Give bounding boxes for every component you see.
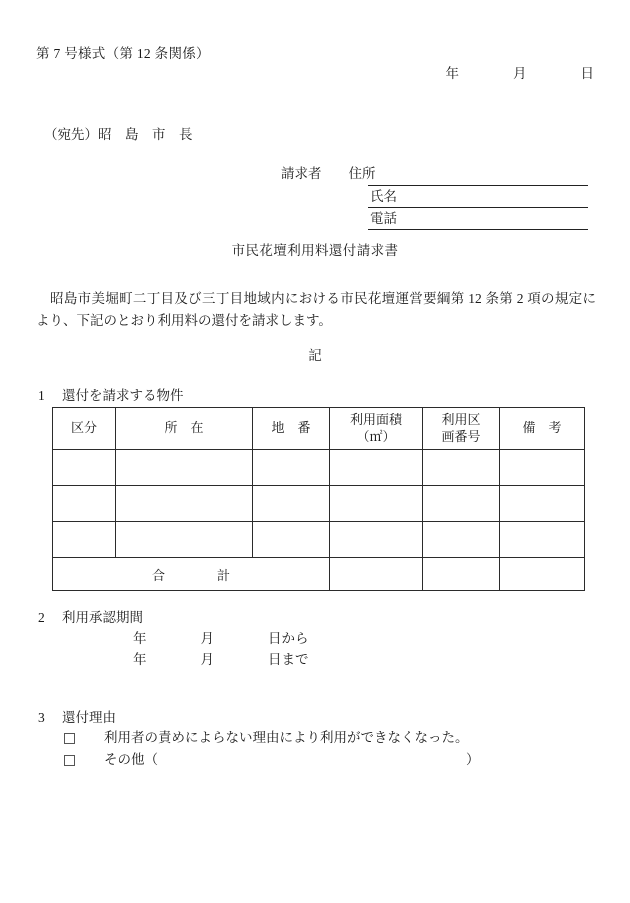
reason-other-close-paren: ） <box>466 752 480 767</box>
cell-lot-number[interactable] <box>253 486 330 522</box>
reason-label-2: その他（ <box>104 752 158 767</box>
total-cell-area[interactable] <box>330 558 423 591</box>
section-1-number: 1 <box>38 388 45 403</box>
ki-marker: 記 <box>308 348 322 363</box>
full-name-write-line <box>368 207 588 208</box>
cell-location[interactable] <box>116 522 253 558</box>
header-cell-area <box>330 408 423 450</box>
header-cell-plot-number <box>423 408 500 450</box>
date-line: 年 月 日 <box>445 66 594 81</box>
total-label: 合 計 <box>53 558 330 591</box>
total-cell-plot-number[interactable] <box>423 558 500 591</box>
header-plot-line2: 画番号 <box>441 428 481 444</box>
total-cell-remarks[interactable] <box>500 558 585 591</box>
table-total-row <box>53 558 585 591</box>
reason-label-1: 利用者の責めによらない理由により利用ができなくなった。 <box>104 730 469 745</box>
section-3-label: 還付理由 <box>62 710 116 725</box>
body-paragraph: 昭島市美堀町二丁目及び三丁目地域内における市民花壇運営要綱第 12 条第 2 項の規定により、下記のとおり利用料の還付を請求します。 <box>36 291 596 328</box>
reason-checkbox-1[interactable] <box>64 733 75 744</box>
table-row <box>53 450 585 486</box>
table-row <box>53 522 585 558</box>
header-plot-line1: 利用区 <box>441 411 481 427</box>
section-2-number: 2 <box>38 610 45 625</box>
header-area-line1: 利用面積 <box>349 411 402 427</box>
cell-lot-number[interactable] <box>253 522 330 558</box>
period-to-line[interactable]: 年 月 日まで <box>133 652 309 667</box>
period-from-line[interactable]: 年 月 日から <box>133 631 309 646</box>
reason-checkbox-2[interactable] <box>64 755 75 766</box>
cell-category[interactable] <box>53 486 116 522</box>
cell-plot-number[interactable] <box>423 522 500 558</box>
section-2-label: 利用承認期間 <box>62 610 143 625</box>
header-area-line2: （㎡） <box>356 428 396 444</box>
requester-label: 請求者 住所 <box>281 166 376 181</box>
addressee-line: （宛先）昭 島 市 長 <box>44 127 193 142</box>
header-cell-category: 区分 <box>53 408 116 450</box>
section-1-label: 還付を請求する物件 <box>62 388 184 403</box>
full-name-label: 氏名 <box>370 189 397 204</box>
cell-area[interactable] <box>330 450 423 486</box>
section-3-number: 3 <box>38 710 45 725</box>
cell-plot-number[interactable] <box>423 486 500 522</box>
cell-remarks[interactable] <box>500 450 585 486</box>
header-cell-remarks: 備 考 <box>500 408 585 450</box>
telephone-label: 電話 <box>370 211 397 226</box>
cell-location[interactable] <box>116 486 253 522</box>
form-number: 第 7 号様式（第 12 条関係） <box>36 46 210 61</box>
property-table <box>52 407 585 591</box>
table-row <box>53 486 585 522</box>
document-title: 市民花壇利用料還付請求書 <box>231 243 399 258</box>
cell-lot-number[interactable] <box>253 450 330 486</box>
header-cell-lot-number: 地 番 <box>253 408 330 450</box>
header-cell-location: 所 在 <box>116 408 253 450</box>
cell-category[interactable] <box>53 522 116 558</box>
table-header-row <box>53 408 585 450</box>
cell-remarks[interactable] <box>500 486 585 522</box>
cell-location[interactable] <box>116 450 253 486</box>
telephone-write-line <box>368 229 588 230</box>
cell-remarks[interactable] <box>500 522 585 558</box>
cell-area[interactable] <box>330 522 423 558</box>
cell-plot-number[interactable] <box>423 450 500 486</box>
cell-category[interactable] <box>53 450 116 486</box>
cell-area[interactable] <box>330 486 423 522</box>
address-write-line <box>368 185 588 186</box>
